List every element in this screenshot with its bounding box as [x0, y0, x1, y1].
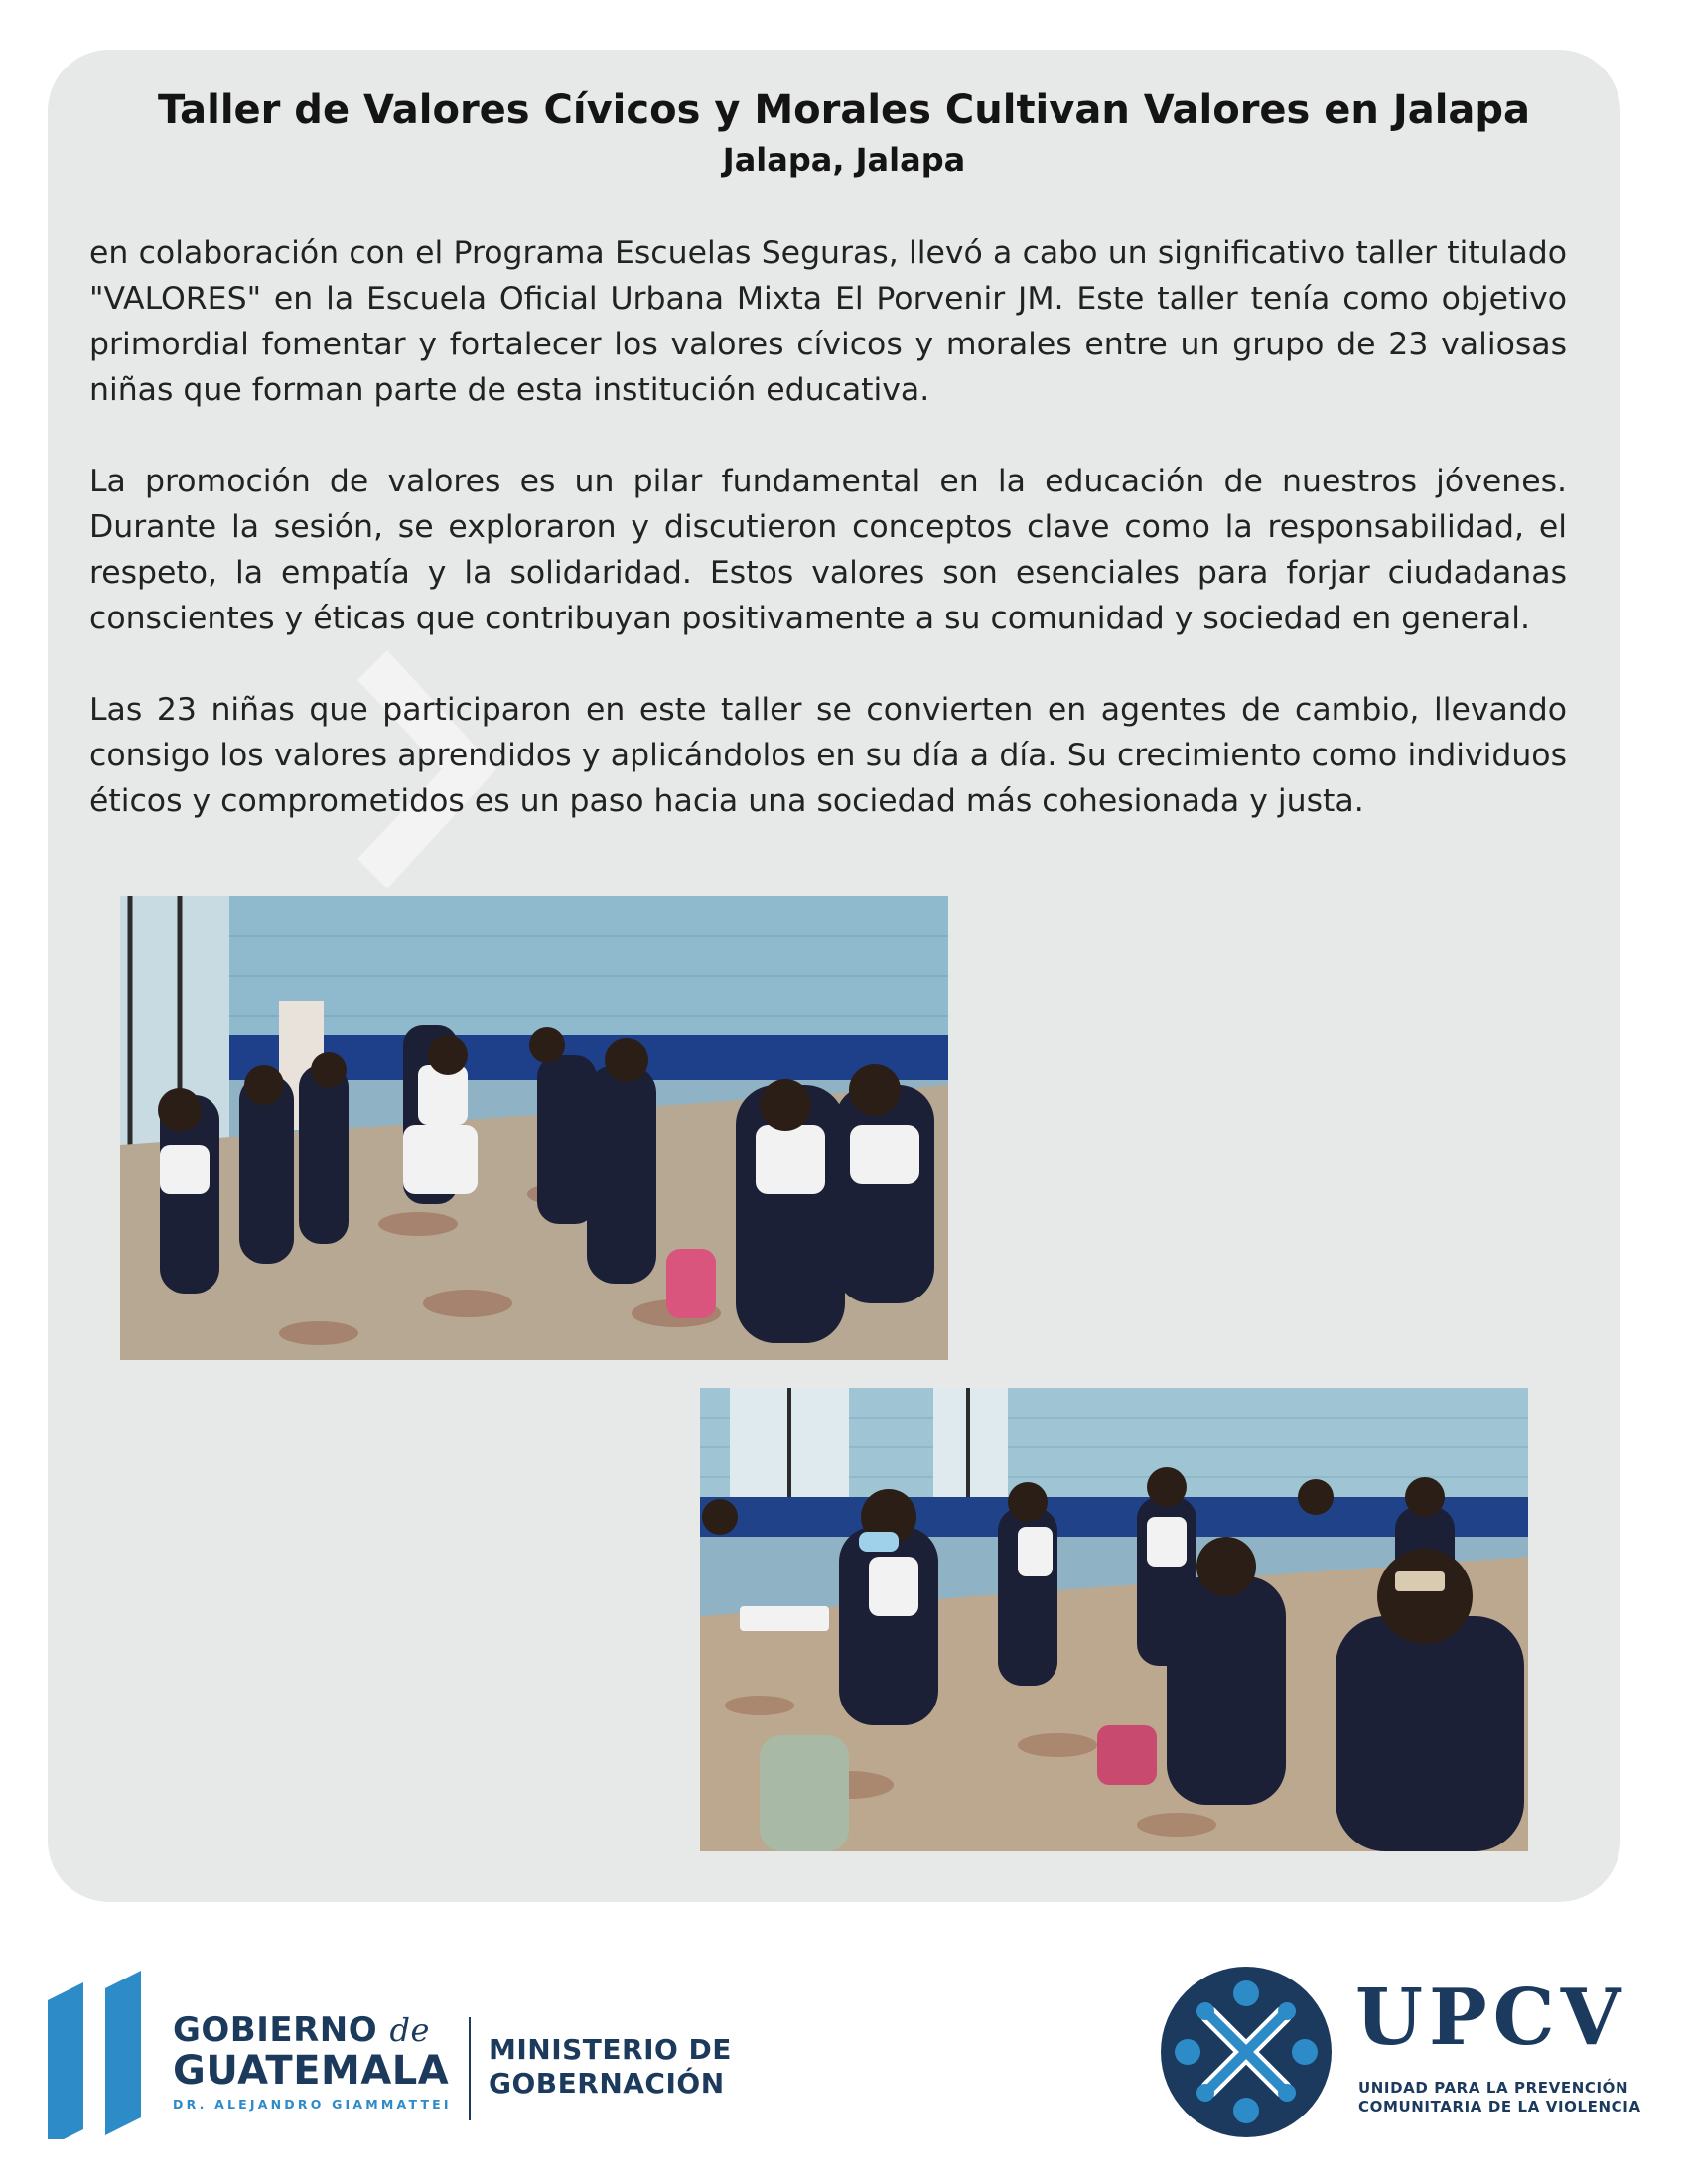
classroom-students-photo [700, 1388, 1528, 1851]
ministry-line2: GOBERNACIÓN [489, 2067, 725, 2100]
paragraph-1: en colaboración con el Programa Escuelas Seguras, llevó a cabo un significativo taller titulado "VALORES" en la Escuela Oficial Urbana Mixta El Porvenir JM. Este taller tenía como objetivo primordial fomentar y fortalecer los valores cívicos y morales entre un grupo de 23 valiosas niñas que forman parte de esta institución educativa. [89, 235, 1567, 408]
upcv-description [1358, 2079, 1641, 2116]
gobierno-line1: GOBIERNO [173, 2010, 378, 2050]
gobierno-line3: DR. ALEJANDRO GIAMMATTEI [173, 2097, 452, 2112]
gobierno-line2: GUATEMALA [173, 2048, 450, 2094]
article-body [89, 230, 1567, 870]
upcv-desc-line1: UNIDAD PARA LA PREVENCIÓN [1358, 2079, 1629, 2097]
paragraph-3: Las 23 niñas que participaron en este taller se convierten en agentes de cambio, llevando consigo los valores aprendidos y aplicándolos en su día a día. Su crecimiento como individuos éticos y comprometidos es un paso hacia una sociedad más cohesionada y justa. [89, 692, 1567, 819]
gobierno-guatemala-logo [48, 1966, 743, 2144]
gobierno-de: de [389, 2011, 430, 2049]
article-title: Taller de Valores Cívicos y Morales Cultivan Valores en Jalapa [157, 87, 1531, 133]
ministry-line1: MINISTERIO DE [489, 2033, 732, 2066]
upcv-wordmark: UPCV [1355, 1973, 1627, 2063]
gobierno-stripes-icon [48, 1971, 157, 2139]
logo-divider [469, 2017, 471, 2120]
article-location: Jalapa, Jalapa [722, 141, 966, 179]
upcv-emblem-icon [1160, 1966, 1333, 2138]
paragraph-2: La promoción de valores es un pilar fundamental en la educación de nuestros jóvenes. Durante la sesión, se exploraron y discutieron conceptos clave como la responsabilidad, el respeto, la empatía y la solidaridad. Estos valores son esenciales para forjar ciudadanas conscientes y éticas que contribuyan positivamente a su comunidad y sociedad en general. [89, 464, 1567, 636]
classroom-workshop-photo [120, 896, 948, 1360]
gobierno-wordmark [173, 2011, 452, 2112]
upcv-desc-line2: COMUNITARIA DE LA VIOLENCIA [1358, 2098, 1641, 2116]
ministry-name [489, 2033, 732, 2101]
